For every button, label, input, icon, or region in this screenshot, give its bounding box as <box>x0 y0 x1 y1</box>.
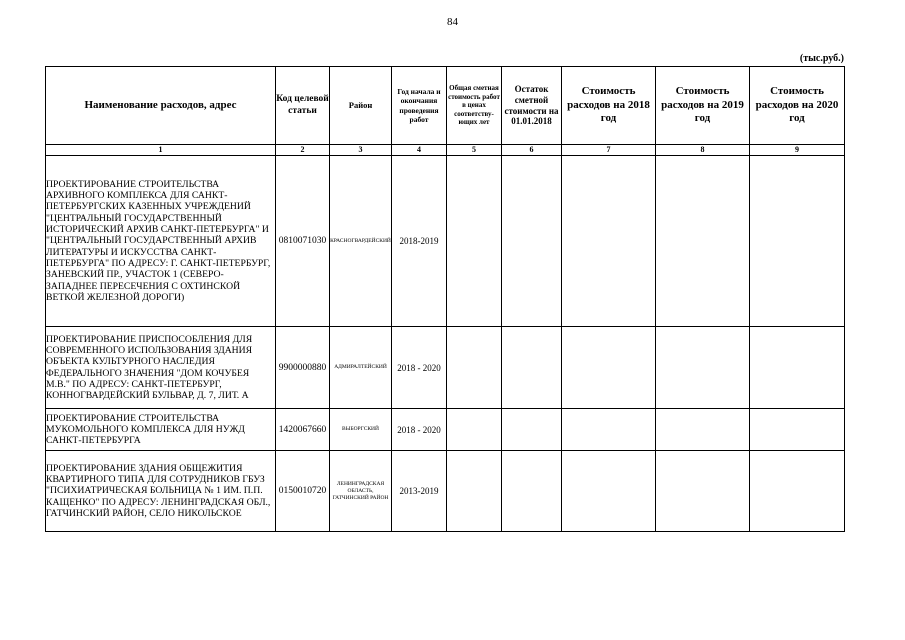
row-region: ВЫБОРГСКИЙ <box>330 409 392 451</box>
column-number: 2 <box>276 145 330 156</box>
header-name: Наименование расходов, адрес <box>46 67 276 145</box>
row-cost-2019 <box>656 451 750 532</box>
row-name: ПРОЕКТИРОВАНИЕ ПРИСПОСОБЛЕНИЯ ДЛЯ СОВРЕМЕННОГО ИСПОЛЬЗОВАНИЯ ЗДАНИЯ ОБЪЕКТА КУЛЬТУРНОГО НАСЛЕДИЯ ФЕДЕРАЛЬНОГО ЗНАЧЕНИЯ "ДОМ КОЧУБЕЯ М.В." ПО АДРЕСУ: САНКТ-ПЕТЕРБУРГ, КОННОГВАРДЕЙСКИЙ БУЛЬВАР, Д. 7, ЛИТ. А <box>46 327 276 409</box>
header-total-estimate: Общая сметная стоимость работ в ценах соответству-ющих лет <box>447 67 502 145</box>
row-balance <box>502 451 562 532</box>
row-balance <box>502 327 562 409</box>
column-number: 6 <box>502 145 562 156</box>
header-code: Код целевой статьи <box>276 67 330 145</box>
units-label: (тыс.руб.) <box>799 53 844 64</box>
column-number-row <box>46 145 845 156</box>
row-region: ЛЕНИНГРАДСКАЯ ОБЛАСТЬ, ГАТЧИНСКИЙ РАЙОН <box>330 451 392 532</box>
row-cost-2019 <box>656 409 750 451</box>
header-balance: Остаток сметной стоимости на 01.01.2018 <box>502 67 562 145</box>
row-cost-2018 <box>562 451 656 532</box>
header-region: Район <box>330 67 392 145</box>
row-cost-2018 <box>562 327 656 409</box>
header-cost-2019: Стоимость расходов на 2019 год <box>656 67 750 145</box>
row-cost-2019 <box>656 156 750 327</box>
header-cost-2018: Стоимость расходов на 2018 год <box>562 67 656 145</box>
row-code: 9900000880 <box>276 327 330 409</box>
column-number: 3 <box>330 145 392 156</box>
row-cost-2020 <box>750 156 845 327</box>
row-years: 2018-2019 <box>392 156 447 327</box>
row-name: ПРОЕКТИРОВАНИЕ СТРОИТЕЛЬСТВА АРХИВНОГО КОМПЛЕКСА ДЛЯ САНКТ-ПЕТЕРБУРГСКИХ КАЗЕННЫХ УЧРЕЖДЕНИЙ "ЦЕНТРАЛЬНЫЙ ГОСУДАРСТВЕННЫЙ ИСТОРИЧЕСКИЙ АРХИВ САНКТ-ПЕТЕРБУРГА" И "ЦЕНТРАЛЬНЫЙ ГОСУДАРСТВЕННЫЙ АРХИВ ЛИТЕРАТУРЫ И ИСКУССТВА САНКТ-ПЕТЕРБУРГА" ПО АДРЕСУ: Г. САНКТ-ПЕТЕРБУРГ, ЗАНЕВСКИЙ ПР., УЧАСТОК 1 (СЕВЕРО-ЗАПАДНЕЕ ПЕРЕСЕЧЕНИЯ С ОХТИНСКОЙ ВЕТКОЙ ЖЕЛЕЗНОЙ ДОРОГИ) <box>46 156 276 327</box>
row-name: ПРОЕКТИРОВАНИЕ ЗДАНИЯ ОБЩЕЖИТИЯ КВАРТИРНОГО ТИПА ДЛЯ СОТРУДНИКОВ ГБУЗ "ПСИХИАТРИЧЕСКАЯ БОЛЬНИЦА № 1 ИМ. П.П. КАЩЕНКО" ПО АДРЕСУ: ЛЕНИНГРАДСКАЯ ОБЛ., ГАТЧИНСКИЙ РАЙОН, СЕЛО НИКОЛЬСКОЕ <box>46 451 276 532</box>
row-total-estimate <box>447 451 502 532</box>
row-cost-2018 <box>562 156 656 327</box>
table-row <box>46 409 845 451</box>
row-balance <box>502 156 562 327</box>
row-cost-2018 <box>562 409 656 451</box>
table-row <box>46 327 845 409</box>
row-code: 1420067660 <box>276 409 330 451</box>
row-balance <box>502 409 562 451</box>
row-total-estimate <box>447 327 502 409</box>
row-total-estimate <box>447 156 502 327</box>
column-number: 8 <box>656 145 750 156</box>
row-code: 0150010720 <box>276 451 330 532</box>
row-cost-2020 <box>750 409 845 451</box>
page-number: 84 <box>447 16 458 28</box>
row-region: КРАСНОГВАРДЕЙСКИЙ <box>330 156 392 327</box>
column-number: 4 <box>392 145 447 156</box>
column-number: 5 <box>447 145 502 156</box>
budget-table <box>45 66 845 532</box>
column-number: 9 <box>750 145 845 156</box>
header-row <box>46 67 845 145</box>
row-cost-2019 <box>656 327 750 409</box>
table-row <box>46 156 845 327</box>
header-years: Год начала и окончания проведения работ <box>392 67 447 145</box>
row-cost-2020 <box>750 327 845 409</box>
column-number: 7 <box>562 145 656 156</box>
row-code: 0810071030 <box>276 156 330 327</box>
row-total-estimate <box>447 409 502 451</box>
table-row <box>46 451 845 532</box>
row-region: АДМИРАЛТЕЙСКИЙ <box>330 327 392 409</box>
row-years: 2018 - 2020 <box>392 327 447 409</box>
row-years: 2018 - 2020 <box>392 409 447 451</box>
column-number: 1 <box>46 145 276 156</box>
row-years: 2013-2019 <box>392 451 447 532</box>
row-name: ПРОЕКТИРОВАНИЕ СТРОИТЕЛЬСТВА МУКОМОЛЬНОГО КОМПЛЕКСА ДЛЯ НУЖД САНКТ-ПЕТЕРБУРГА <box>46 409 276 451</box>
header-cost-2020: Стоимость расходов на 2020 год <box>750 67 845 145</box>
row-cost-2020 <box>750 451 845 532</box>
